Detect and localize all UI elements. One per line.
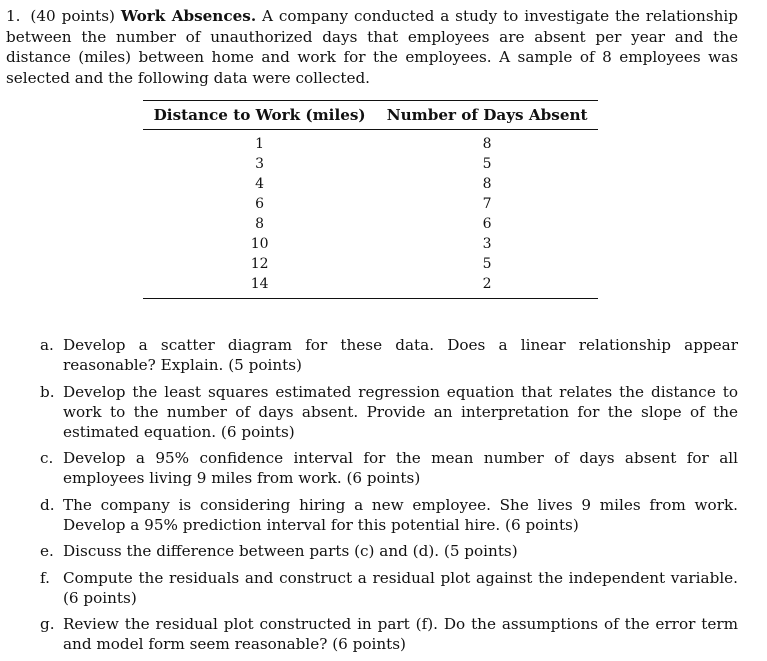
part-text: The company is considering hiring a new employee. She lives 9 miles from work. Develop a 95% prediction interval for this potential hire. (6 points) <box>63 495 738 534</box>
table-row <box>143 214 598 234</box>
problem-statement <box>6 6 738 88</box>
problem-number: 1. <box>6 7 21 25</box>
table-row <box>143 234 598 254</box>
cell-days: 5 <box>482 156 492 172</box>
part-g <box>40 614 738 654</box>
cell-distance: 10 <box>250 236 269 252</box>
data-table-wrapper <box>143 100 598 299</box>
part-label: f. <box>40 568 50 587</box>
part-text: Discuss the difference between parts (c) and (d). (5 points) <box>63 542 518 560</box>
cell-distance: 4 <box>255 176 265 192</box>
question-parts <box>40 335 738 661</box>
cell-distance: 6 <box>255 196 265 212</box>
cell-distance: 1 <box>255 136 265 152</box>
problem-points: (40 points) <box>30 7 115 25</box>
table-row <box>143 194 598 214</box>
table-row <box>143 274 598 299</box>
part-text: Develop a 95% confidence interval for the mean number of days absent for all employees living 9 miles from work. (6 points) <box>63 449 738 487</box>
part-d <box>40 495 738 535</box>
part-text: Review the residual plot constructed in part (f). Do the assumptions of the error term and model form seem reasonable? (6 points) <box>63 615 738 653</box>
part-label: g. <box>40 615 55 633</box>
cell-distance: 12 <box>250 256 269 272</box>
data-table <box>143 100 598 299</box>
table-row <box>143 154 598 174</box>
part-label: e. <box>40 542 54 560</box>
part-c <box>40 448 738 488</box>
part-e <box>40 541 738 561</box>
cell-days: 2 <box>376 274 598 299</box>
cell-days: 8 <box>482 136 492 152</box>
part-f <box>40 568 738 608</box>
header-days-absent: Number of Days Absent <box>376 101 598 130</box>
part-text: Compute the residuals and construct a residual plot against the independent variable. (6 points) <box>63 568 738 607</box>
part-b <box>40 382 738 442</box>
part-label: b. <box>40 382 55 401</box>
cell-days: 6 <box>482 216 492 232</box>
cell-distance: 8 <box>255 216 265 232</box>
problem-title: Work Absences. <box>120 7 257 25</box>
cell-days: 5 <box>482 256 492 272</box>
part-text: Develop the least squares estimated regression equation that relates the distance to work to the number of days absent. Provide an interpretation for the slope of the estimated equation. (6 points) <box>63 382 738 441</box>
cell-days: 8 <box>482 176 492 192</box>
table-row <box>143 254 598 274</box>
table-header-row <box>143 101 598 130</box>
part-label: a. <box>40 336 54 354</box>
table-row <box>143 130 598 155</box>
cell-distance: 14 <box>143 274 376 299</box>
part-label: c. <box>40 449 54 467</box>
cell-distance: 3 <box>255 156 265 172</box>
part-label: d. <box>40 495 55 514</box>
cell-days: 3 <box>482 236 492 252</box>
header-distance: Distance to Work (miles) <box>143 101 376 130</box>
problem-intro: A company conducted a study to investigate the relationship between the number of unauthorized days that employees are absent per year and the distance (miles) between home and work for the employees. A sample of 8 employees was selected and the following data were collected. <box>6 7 738 87</box>
part-a <box>40 335 738 375</box>
cell-days: 7 <box>482 196 492 212</box>
part-text: Develop a scatter diagram for these data. Does a linear relationship appear reasonable? Explain. (5 points) <box>63 336 738 374</box>
table-row <box>143 174 598 194</box>
